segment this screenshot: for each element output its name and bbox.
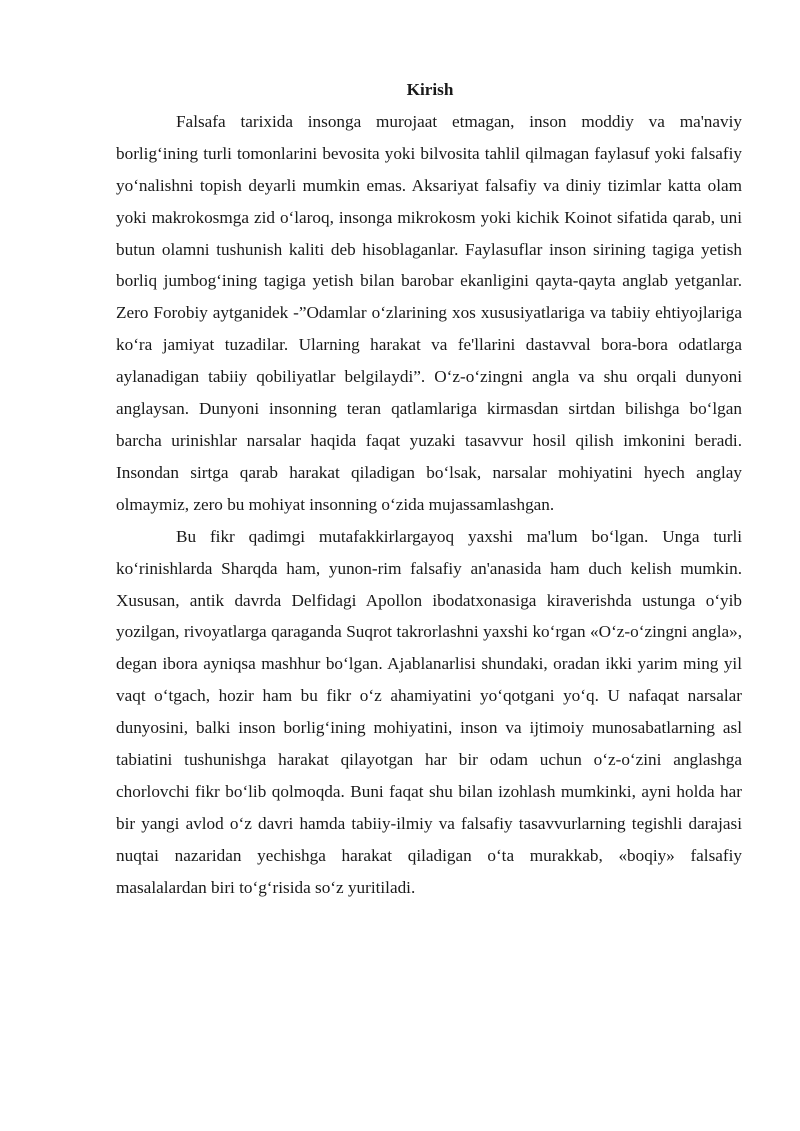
paragraph-1: Falsafa tarixida insonga murojaat etmagan, inson moddiy va ma'naviy borlig‘ining turli tomonlarini bevosita yoki bilvosita tahlil qilmagan faylasuf yoki falsafiy yo‘nalishni topish deyarli mumkin emas. Aksariyat falsafiy va diniy tizimlar katta olam yoki makrokosmga zid o‘laroq, insonga mikrokosm yoki kichik Koinot sifatida qarab, uni butun olamni tushunish kaliti deb hisoblaganlar. Faylasuflar inson sirining tagiga yetish borliq jumbog‘ining tagiga yetish bilan barobar ekanligini qayta-qayta anglab yetganlar. Zero Forobiy aytganidek -”Odamlar o‘zlarining xos xususiyatlariga va tabiiy ehtiyojlariga ko‘ra jamiyat tuzadilar. Ularning harakat va fe'llarini dastavval bora-bora odatlarga aylanadigan tabiiy qobiliyatlar belgilaydi”. O‘z-o‘zingni angla va shu orqali dunyoni anglaysan. Dunyoni insonning teran qatlamlariga kirmasdan sirtdan bilishga bo‘lgan barcha urinishlar narsalar haqida faqat yuzaki tasavvur hosil qilish imkonini beradi. Insondan sirtga qarab harakat qiladigan bo‘lsak, narsalar mohiyatini hyech anglay olmaymiz, zero bu mohiyat insonning o‘zida mujassamlashgan. <box>116 111 742 514</box>
paragraph-2: Bu fikr qadimgi mutafakkirlargayoq yaxshi ma'lum bo‘lgan. Unga turli ko‘rinishlarda Sharqda ham, yunon-rim falsafiy an'anasida ham duch kelish mumkin. Xususan, antik davrda Delfidagi Apollon ibodatxonasiga kiraverishda ustunga o‘yib yozilgan, rivoyatlarga qaraganda Suqrot takrorlashni yaxshi ko‘rgan «O‘z-o‘zingni angla», degan ibora ayniqsa mashhur bo‘lgan. Ajablanarlisi shundaki, oradan ikki yarim ming yil vaqt o‘tgach, hozir ham bu fikr o‘z ahamiyatini yo‘qotgani yo‘q. U nafaqat narsalar dunyosini, balki inson borlig‘ining mohiyatini, inson va ijtimoiy munosabatlarning asl tabiatini tushunishga harakat qilayotgan har bir odam uchun o‘z-o‘zini anglashga chorlovchi fikr bo‘lib qolmoqda. Buni faqat shu bilan izohlash mumkinki, ayni holda har bir yangi avlod o‘z davri hamda tabiiy-ilmiy va falsafiy tasavvurlarning tegishli darajasi nuqtai nazaridan yechishga harakat qiladigan o‘ta murakkab, «boqiy» falsafiy masalalardan biri to‘g‘risida so‘z yuritiladi. <box>116 526 742 897</box>
page-title: Kirish <box>406 80 454 99</box>
document-body <box>116 74 742 904</box>
